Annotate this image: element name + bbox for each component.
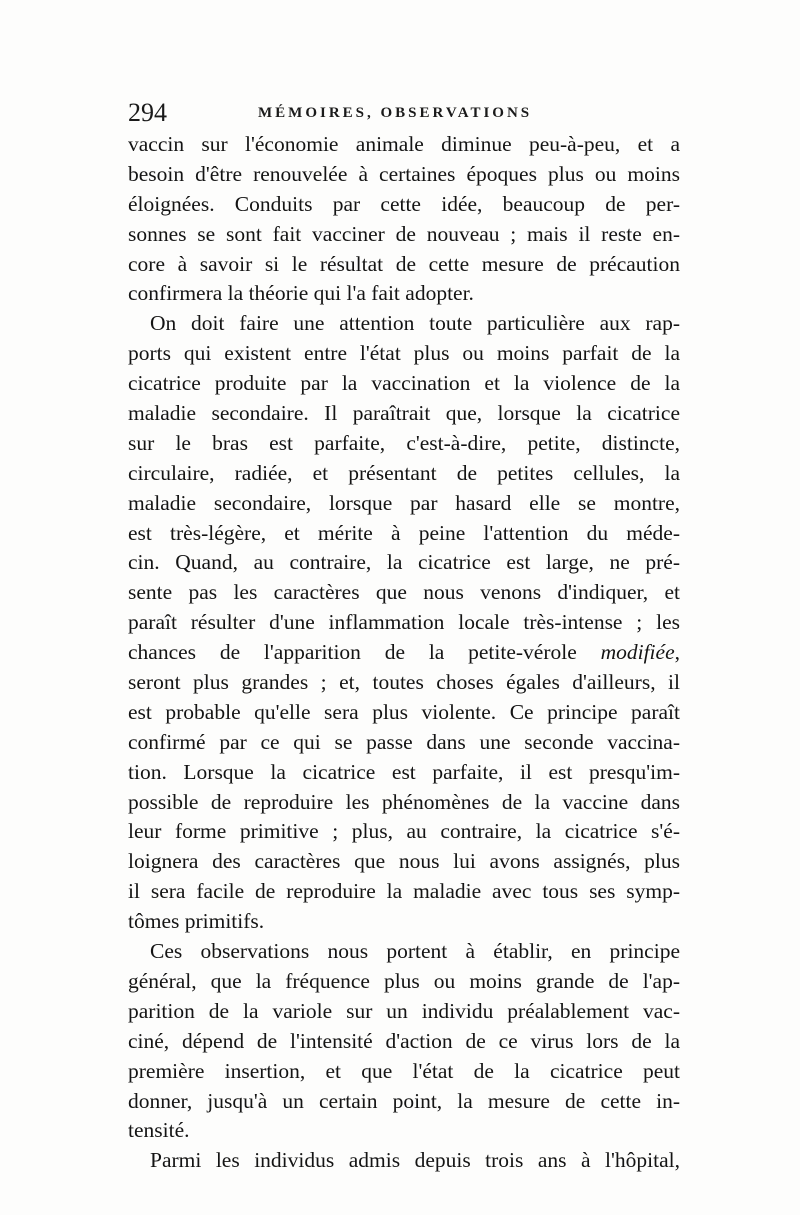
text-line: est très-légère, et mérite à peine l'attention du méde- — [128, 520, 680, 545]
text-line: cicatrice produite par la vaccination et la violence de la — [128, 371, 680, 396]
text-line: sonnes se sont fait vacciner de nouveau ; mais il reste en- — [128, 221, 680, 246]
text-line: tômes primitifs. — [128, 909, 265, 934]
text-line: est probable qu'elle sera plus violente. Ce principe paraît — [128, 699, 680, 724]
running-title: MÉMOIRES, OBSERVATIONS — [258, 105, 533, 121]
text-line: besoin d'être renouvelée à certaines époques plus ou moins — [128, 161, 680, 186]
text-fragment: , — [674, 640, 680, 665]
text-line: parition de la variole sur un individu préalablement vac- — [128, 998, 680, 1023]
text-line: tion. Lorsque la cicatrice est parfaite, il est presqu'im- — [128, 759, 680, 784]
paragraph-start-line: Parmi les individus admis depuis trois ans à l'hôpital, — [150, 1148, 680, 1173]
text-line: confirmera la théorie qui l'a fait adopter. — [128, 281, 474, 306]
text-line: il sera facile de reproduire la maladie avec tous ses symp- — [128, 879, 680, 904]
text-line: sente pas les caractères que nous venons d'indiquer, et — [128, 580, 680, 605]
text-line: sur le bras est parfaite, c'est-à-dire, petite, distincte, — [128, 430, 680, 455]
text-line: vaccin sur l'économie animale diminue peu-à-peu, et a — [128, 132, 680, 156]
text-line: général, que la fréquence plus ou moins grande de l'ap- — [128, 968, 680, 993]
text-line: tensité. — [128, 1118, 190, 1143]
paragraph-start-line: Ces observations nous portent à établir, en principe — [150, 939, 680, 964]
text-line: circulaire, radiée, et présentant de petites cellules, la — [128, 460, 680, 485]
page-number: 294 — [128, 98, 167, 127]
text-line: ports qui existent entre l'état plus ou moins parfait de la — [128, 341, 680, 366]
text-line-with-italic — [128, 638, 680, 668]
text-line: paraît résulter d'une inflammation locale très-intense ; les — [128, 610, 680, 635]
text-line: loignera des caractères que nous lui avons assignés, plus — [128, 849, 680, 874]
text-line: possible de reproduire les phénomènes de la vaccine dans — [128, 789, 680, 814]
text-line: ciné, dépend de l'intensité d'action de ce virus lors de la — [128, 1028, 680, 1053]
text-line: première insertion, et que l'état de la cicatrice peut — [128, 1058, 680, 1083]
text-line: maladie secondaire, lorsque par hasard elle se montre, — [128, 490, 680, 515]
italic-word: modifiée — [600, 640, 675, 665]
text-fragment: chances de l'apparition de la petite-vérole — [128, 640, 601, 665]
paragraph-start-line: On doit faire une attention toute particulière aux rap- — [150, 311, 680, 336]
running-head — [128, 98, 680, 128]
text-line: confirmé par ce qui se passe dans une seconde vaccina- — [128, 729, 680, 754]
text-line: éloignées. Conduits par cette idée, beaucoup de per- — [128, 191, 680, 216]
text-line: seront plus grandes ; et, toutes choses égales d'ailleurs, il — [128, 670, 680, 695]
text-line: donner, jusqu'à un certain point, la mesure de cette in- — [128, 1088, 680, 1113]
text-line: core à savoir si le résultat de cette mesure de précaution — [128, 251, 680, 276]
text-line: cin. Quand, au contraire, la cicatrice est large, ne pré- — [128, 550, 680, 575]
text-line: leur forme primitive ; plus, au contraire, la cicatrice s'é- — [128, 819, 680, 844]
body-text — [128, 130, 680, 1176]
text-line: maladie secondaire. Il paraîtrait que, lorsque la cicatrice — [128, 401, 680, 426]
